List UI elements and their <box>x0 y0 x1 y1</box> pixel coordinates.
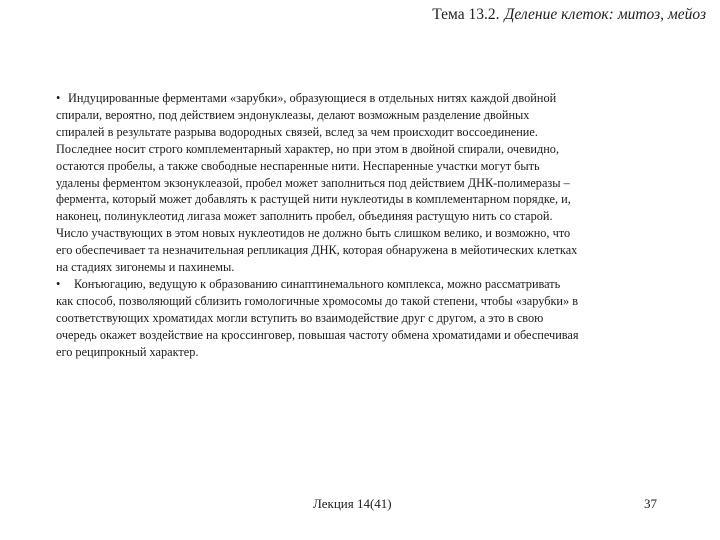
text-line: на стадиях зигонемы и пахинемы. <box>56 260 235 275</box>
text-line: остаются пробелы, а также свободные неспаренные нити. Неспаренные участки могут быть <box>56 158 540 173</box>
bullet: • <box>56 276 61 291</box>
text-line: соответствующих хроматидах могли вступить во взаимодействие друг с другом, а это в свою <box>56 310 544 325</box>
topic-number: Тема 13.2. <box>432 6 500 23</box>
lecture-label: Лекция 14(41) <box>313 496 392 511</box>
page-number: 37 <box>644 496 657 511</box>
text-line: очередь окажет воздействие на кроссинговер, повышая частоту обмена хроматидами и обеспечивая <box>56 327 579 342</box>
text-line: спиралей в результате разрыва водородных связей, вслед за чем происходит воссоединение. <box>56 124 538 139</box>
slide-body <box>56 90 658 361</box>
text-line: • Конъюгацию, ведущую к образованию синаптинемального комплекса, можно рассматривать <box>56 276 561 291</box>
text-line: Число участвующих в этом новых нуклеотидов не должно быть слишком велико, и возможно, что <box>56 226 571 241</box>
text-line: • Индуцированные ферментами «зарубки», образующиеся в отдельных нитях каждой двойной <box>56 91 557 105</box>
paragraph-1 <box>56 90 658 276</box>
paragraph-2 <box>56 276 658 361</box>
text-line: его обеспечивает та незначительная репликация ДНК, которая обнаружена в мейотических клетках <box>56 243 578 258</box>
text-line: фермента, который может добавлять к растущей нити нуклеотиды в комплементарном порядке, и, <box>56 192 571 207</box>
text-line: его реципрокный характер. <box>56 344 199 359</box>
slide-title <box>432 6 706 24</box>
text-line: спирали, вероятно, под действием эндонуклеазы, делают возможным разделение двойных <box>56 107 530 122</box>
topic-title: Деление клеток: митоз, мейоз <box>504 6 706 23</box>
text-line: как способ, позволяющий сблизить гомологичные хромосомы до такой степени, чтобы «зарубки» в <box>56 293 579 308</box>
bullet: • <box>56 91 61 105</box>
text-line: Последнее носит строго комплементарный характер, но при этом в двойной спирали, очевидно, <box>56 141 560 156</box>
text-line: наконец, полинуклеотид лигаза может заполнить пробел, объединяя растущую нить со старой. <box>56 209 553 224</box>
text-line: удалены ферментом экзонуклеазой, пробел может заполниться под действием ДНК-полимеразы – <box>56 175 570 190</box>
